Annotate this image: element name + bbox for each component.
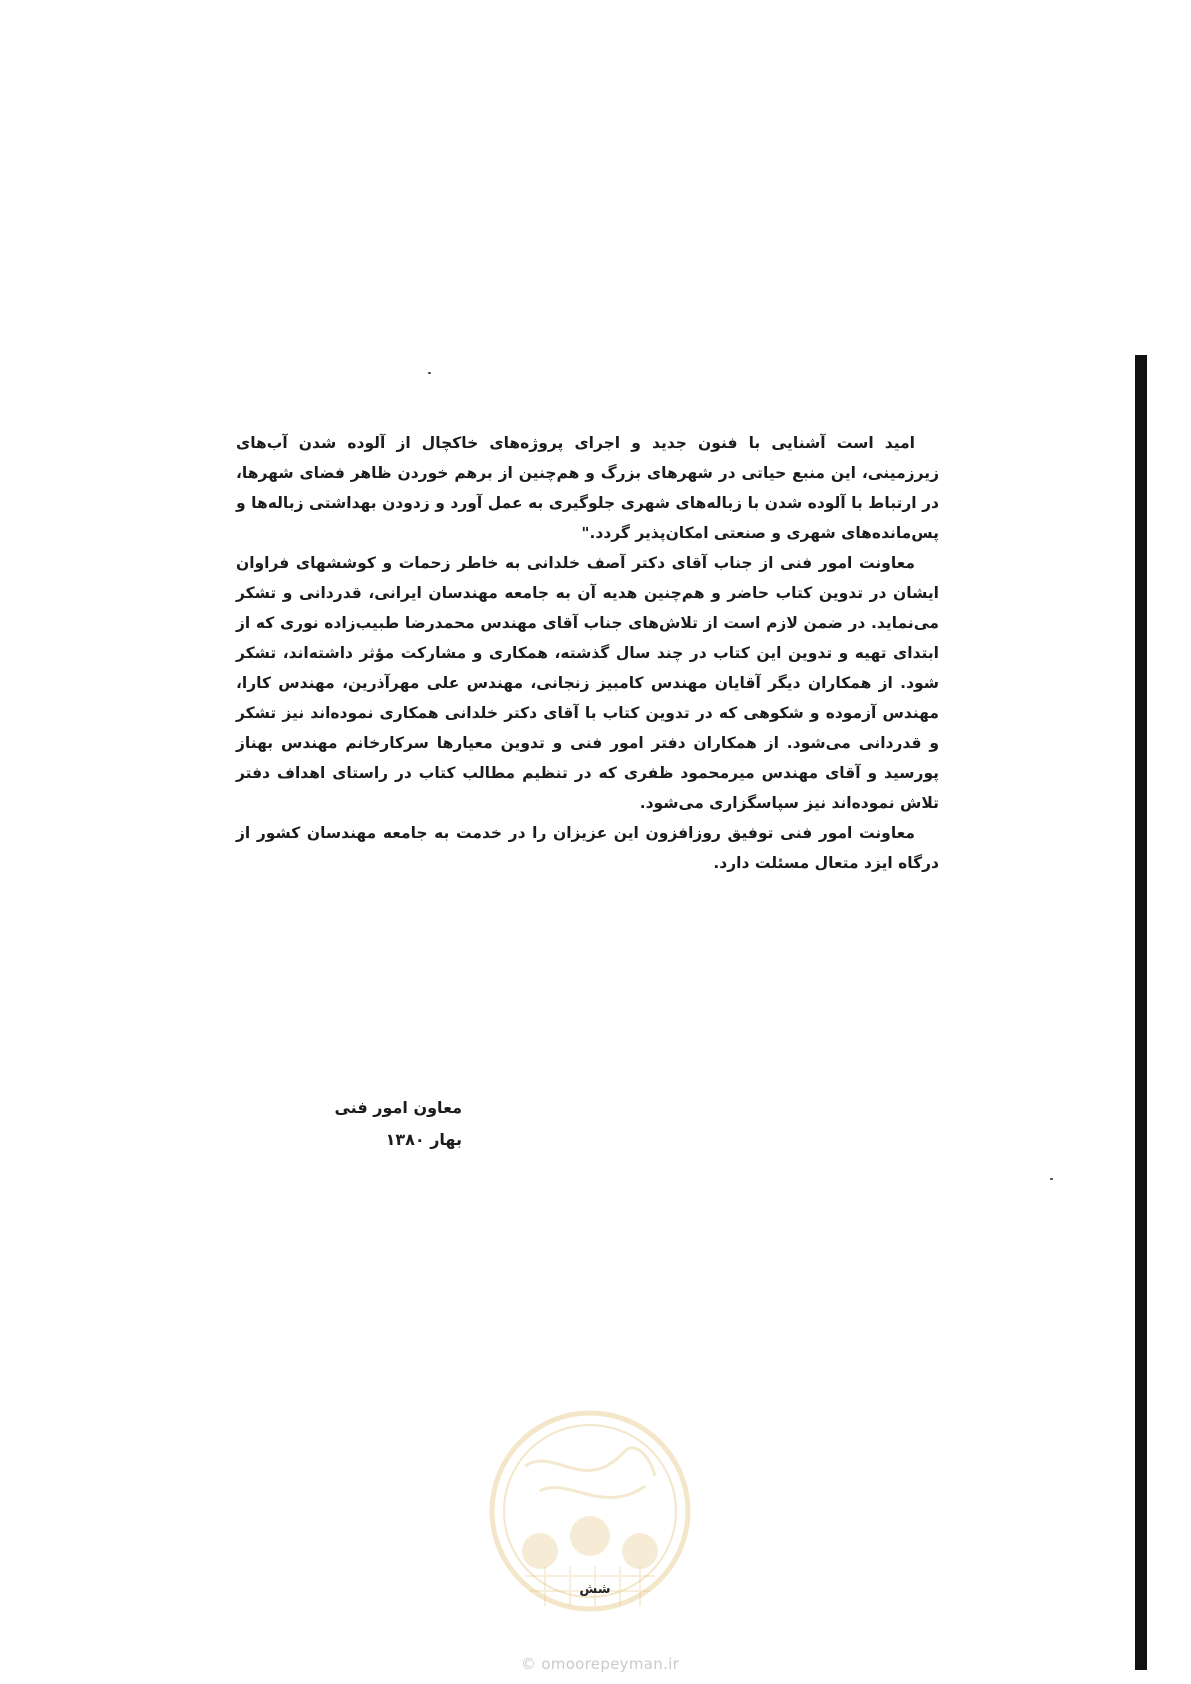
signature-date: بهار ۱۳۸۰ <box>385 1130 462 1149</box>
page-number: شش <box>579 1582 611 1597</box>
scan-speck <box>1050 1178 1053 1180</box>
watermark-site-text: omoorepeyman.ir <box>541 1655 680 1673</box>
signature-block <box>334 1092 462 1156</box>
signature-title: معاون امور فنی <box>334 1098 462 1117</box>
body-text <box>236 428 939 878</box>
paragraph-acknowledgements: معاونت امور فنی از جناب آقای دکتر آصف خلدانی به خاطر زحمات و کوششهای فراوان ایشان در تدوین کتاب حاضر و هم‌چنین هدیه آن به جامعه مهندسان ایرانی، قدردانی و تشکر می‌نماید. در ضمن لازم است از تلاش‌های جناب آقای مهندس محمدرضا طبیب‌زاده نوری که از ابتدای تهیه و تدوین این کتاب در چند سال گذشته، همکاری و مشارکت مؤثر داشته‌اند، تشکر شود. از همکاران دیگر آقایان مهندس کامبیز زنجانی، مهندس علی مهرآذرین، مهندس کارا، مهندس آزموده و شکوهی که در تدوین کتاب با آقای دکتر خلدانی همکاری نموده‌اند نیز تشکر و قدردانی می‌شود. از همکاران دفتر امور فنی و تدوین معیارها سرکارخانم مهندس بهناز پورسید و آقای مهندس میرمحمود ظفری که در تنظیم مطالب کتاب در راستای اهداف دفتر تلاش نموده‌اند نیز سپاسگزاری می‌شود. <box>236 554 939 812</box>
scan-speck <box>428 372 431 374</box>
paragraph-wishes: معاونت امور فنی توفیق روزافزون این عزیزان را در خدمت به جامعه مهندسان کشور از درگاه ایزد متعال مسئلت دارد. <box>236 824 939 872</box>
scan-edge-bar <box>1135 355 1147 1670</box>
paragraph-closing-quote: امید است آشنایی با فنون جدید و اجرای پروژه‌های خاکچال از آلوده شدن آب‌های زیرزمینی، این منبع حیاتی در شهرهای بزرگ و هم‌چنین از برهم خوردن ظاهر فضای شهرها، در ارتباط با آلوده شدن با زباله‌های شهری جلوگیری به عمل آورد و زدودن بهداشتی زباله‌ها و پس‌مانده‌های شهری و صنعتی امکان‌پذیر گردد." <box>236 434 939 542</box>
copyright-icon: © <box>520 1655 537 1673</box>
watermark-site <box>495 1655 705 1673</box>
